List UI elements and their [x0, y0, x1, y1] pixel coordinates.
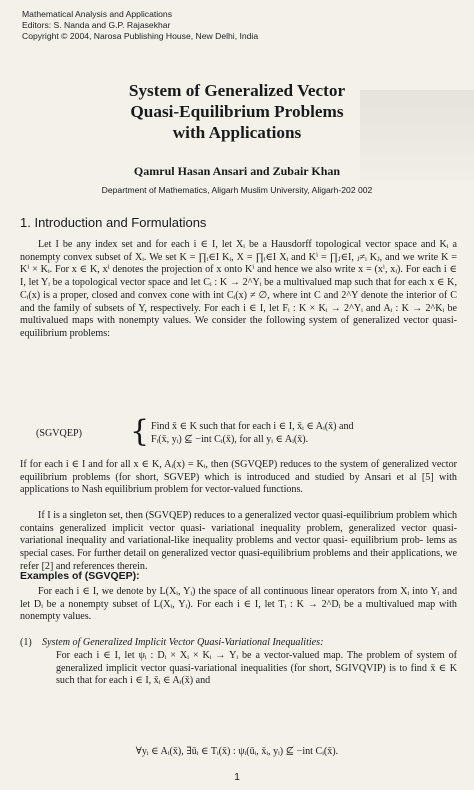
text-line: For each i ∈ I, let ψᵢ : Dᵢ × Xᵢ × Kᵢ → Yᵢ be a vector-valued map.	[56, 650, 344, 661]
authors: Qamrul Hasan Ansari and Zubair Khan	[133, 164, 341, 178]
text-line: The problem of system of generalized implicit vector quasi-variational	[56, 650, 458, 674]
text-line: quasi-equilibrium problem which contains generalized implicit vector quasi-	[20, 510, 457, 534]
text-line: i ∈ I, x̄ᵢ ∈ Aᵢ(x̄) and	[130, 675, 211, 687]
title-line: Quasi-Equilibrium Problems	[130, 102, 344, 121]
page-number: 1	[234, 771, 240, 783]
paper-title	[0, 80, 474, 143]
text-line: X = ∏ᵢ∈I Xᵢ and Kⁱ = ∏ⱼ∈I, ⱼ≠ᵢ Kⱼ, and we write K = Kⁱ × Kᵢ. For x ∈ K,	[20, 251, 458, 276]
brace-glyph: {	[130, 414, 150, 449]
text-line: which is introduced and studied by Ansari et al [5] with applications to Nash	[20, 471, 457, 496]
item-title: System of Generalized Implicit Vector Quasi-Variational Inequalities:	[42, 637, 324, 648]
book-header	[22, 9, 258, 43]
title-line: System of Generalized Vector	[128, 81, 346, 100]
problem-label: (SGVQEP)	[36, 428, 82, 439]
title-line: with Applications	[172, 123, 302, 142]
text-line: inequalities (for short, SGIVQVIP) is to find x̄ ∈ K such that for each	[56, 662, 457, 687]
text-line: multivalued map such that for each x ∈ K, Cᵢ(x) is a proper, closed and convex	[20, 277, 457, 301]
text-line: Let I be any index set and for each i ∈ I, let Xᵢ be a Hausdorff topological	[38, 239, 362, 250]
section-heading: 1. Introduction and Formulations	[20, 215, 207, 230]
item-number: (1)	[20, 637, 32, 648]
text-line: If for each i ∈ I and for all x ∈ K, Aᵢ(x) = Kᵢ, then (SGVQEP) reduces	[20, 459, 311, 470]
text-line: For each i ∈ I, let Yᵢ be a topological vector space and let Cᵢ : K → 2^Yᵢ be a	[20, 264, 457, 289]
problem-definition	[20, 414, 457, 452]
statement-line: Find x̄ ∈ K such that for each i ∈ I, x̄ᵢ ∈ Aᵢ(x̄) and	[151, 421, 354, 432]
affiliation: Department of Mathematics, Aligarh Muslim University, Aligarh-202 002	[101, 185, 373, 195]
text-line: family of subsets of Y, respectively. For each i ∈ I, let Fᵢ : K × Kᵢ → 2^Yᵢ and	[53, 302, 381, 314]
text-line: operators from Xᵢ into Yᵢ and let Dᵢ be a nonempty subset of L(Xᵢ, Yᵢ). For	[20, 586, 457, 610]
text-line: For each i ∈ I, we denote by L(Xᵢ, Yᵢ) the space of all continuous linear	[38, 586, 334, 597]
header-line: Editors: S. Nanda and G.P. Rajasekhar	[22, 20, 171, 31]
statement-line: Fᵢ(x̄, yᵢ) ⊈ −int Cᵢ(x̄), for all yᵢ ∈ Aᵢ(x̄).	[151, 433, 309, 445]
paragraph-reduction	[20, 459, 457, 497]
text-line: to the system of generalized vector equilibrium problems (for short, SGVEP)	[20, 459, 457, 483]
header-line: Mathematical Analysis and Applications	[22, 9, 172, 19]
text-line: each i ∈ I, let Tᵢ : K → 2^Dᵢ be a multivalued map with nonempty values.	[20, 598, 457, 623]
text-line: If I is a singleton set, then (SGVQEP) reduces to a generalized vector	[38, 510, 320, 521]
text-line: equilibrium problem for vector-valued functions.	[104, 484, 303, 496]
paragraph-intro	[20, 239, 457, 341]
item-body	[56, 650, 457, 688]
text-line: cone with int Cᵢ(x) ≠ ∅, where int C and 2^Y denote the interior of C and the	[20, 289, 457, 314]
paragraph-examples	[20, 586, 457, 624]
text-line: xⁱ denotes the projection of x onto Kⁱ and hence we also write x = (xⁱ, xᵢ).	[102, 264, 403, 276]
text-line: and variational-like inequality problems and vector quasi- equilibrium prob-	[109, 535, 424, 547]
text-line: following system of generalized vector quasi-equilibrium problems:	[20, 315, 458, 339]
text-line: vector space and Kᵢ a nonempty convex subset of Xᵢ. We set K = ∏ᵢ∈I Kᵢ,	[20, 239, 457, 263]
text-line: variational inequality problem, generalized vector quasi-variational inequality	[20, 522, 458, 547]
problem-statement	[151, 421, 354, 446]
display-formula: ∀yᵢ ∈ Aᵢ(x̄), ∃ūᵢ ∈ Tᵢ(x̄) : ψᵢ(ūᵢ, x̄ᵢ, yᵢ) ⊈ −int Cᵢ(x̄).	[135, 746, 339, 757]
text-line: problems and their applications, we refer [2] and references therein.	[20, 548, 458, 572]
text-line: Aᵢ : K → 2^Kᵢ be multivalued maps with nonempty values. We consider the	[20, 302, 457, 327]
examples-heading: Examples of (SGVQEP):	[20, 570, 140, 582]
header-line: Copyright © 2004, Narosa Publishing House, New Delhi, India	[22, 31, 259, 42]
text-line: lems as special cases. For further detail on generalized vector quasi-equilibrium	[20, 535, 457, 560]
paragraph-singleton	[20, 510, 457, 574]
